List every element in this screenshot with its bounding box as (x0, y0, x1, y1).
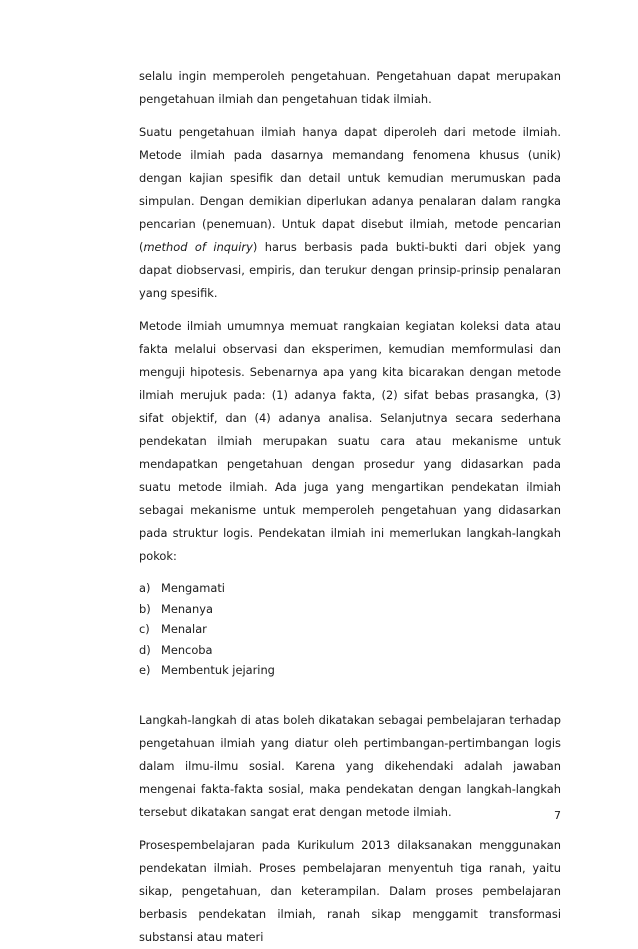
list-item-label: Membentuk jejaring (161, 663, 275, 677)
list-marker: a) (139, 581, 151, 595)
list-item (139, 640, 561, 661)
list-item (139, 660, 561, 681)
list-marker: c) (139, 622, 150, 636)
list-item (139, 599, 561, 620)
list-item-label: Menanya (161, 601, 213, 616)
paragraph-curriculum-2013: Prosespembelajaran pada Kurikulum 2013 dilaksanakan menggunakan pendekatan ilmiah. Proses pembelajaran menyentuh tiga ranah, yaitu sikap, pengetahuan, dan keterampilan. Dalam proses pembelajaran berbasis pendekatan ilmiah, ranah sikap menggamit transformasi substansi atau materi (139, 837, 561, 944)
paragraph-scientific-method: Metode ilmiah umumnya memuat rangkaian kegiatan koleksi data atau fakta melalui observasi dan eksperimen, kemudian memformulasi dan menguji hipotesis. Sebenarnya apa yang kita bicarakan dengan metode ilmiah merujuk pada: (1) adanya fakta, (2) sifat bebas prasangka, (3) sifat objektif, dan (4) adanya analisa. Selanjutnya secara sederhana pendekatan ilmiah merupakan suatu cara atau mekanisme untuk mendapatkan pengetahuan dengan prosedur yang didasarkan pada suatu metode ilmiah. Ada juga yang mengartikan pendekatan ilmiah sebagai mekanisme untuk memperoleh pengetahuan yang didasarkan pada struktur logis. Pendekatan ilmiah ini memerlukan langkah-langkah pokok: (139, 319, 561, 563)
list-item-label: Mencoba (161, 642, 213, 657)
paragraph-scientific-knowledge (139, 121, 561, 305)
list-item-label: Menalar (161, 622, 207, 636)
page-number: 7 (554, 809, 561, 822)
list-marker: e) (139, 663, 151, 677)
paragraph-intro: selalu ingin memperoleh pengetahuan. Pengetahuan dapat merupakan pengetahuan ilmiah dan pengetahuan tidak ilmiah. (139, 69, 561, 106)
list-item-label: Mengamati (161, 581, 225, 595)
paragraph-text-before-italic: Suatu pengetahuan ilmiah hanya dapat diperoleh dari metode ilmiah. Metode ilmiah pada dasarnya memandang fenomena khusus (unik) dengan kajian spesifik dan detail untuk kemudian merumuskan pada simpulan. Dengan demikian diperlukan adanya penalaran dalam rangka pencarian (penemuan). Untuk dapat disebut ilmiah, metode pencarian ( (139, 125, 561, 254)
italic-term: method of inquiry (143, 240, 253, 254)
list-marker: b) (139, 601, 151, 616)
steps-list (139, 578, 561, 681)
list-item (139, 578, 561, 599)
paragraph-steps-explanation: Langkah-langkah di atas boleh dikatakan sebagai pembelajaran terhadap pengetahuan ilmiah yang diatur oleh pertimbangan-pertimbangan logis dalam ilmu-ilmu sosial. Karena yang dikehendaki adalah jawaban mengenai fakta-fakta sosial, maka pendekatan dengan langkah-langkah tersebut dikatakan sangat erat dengan metode ilmiah. (139, 712, 561, 819)
list-marker: d) (139, 642, 151, 657)
list-item (139, 619, 561, 640)
paragraph-text-after-italic: ) harus berbasis pada bukti-bukti dari objek yang dapat diobservasi, empiris, dan terukur dengan prinsip-prinsip penalaran yang spesifik. (139, 240, 561, 300)
